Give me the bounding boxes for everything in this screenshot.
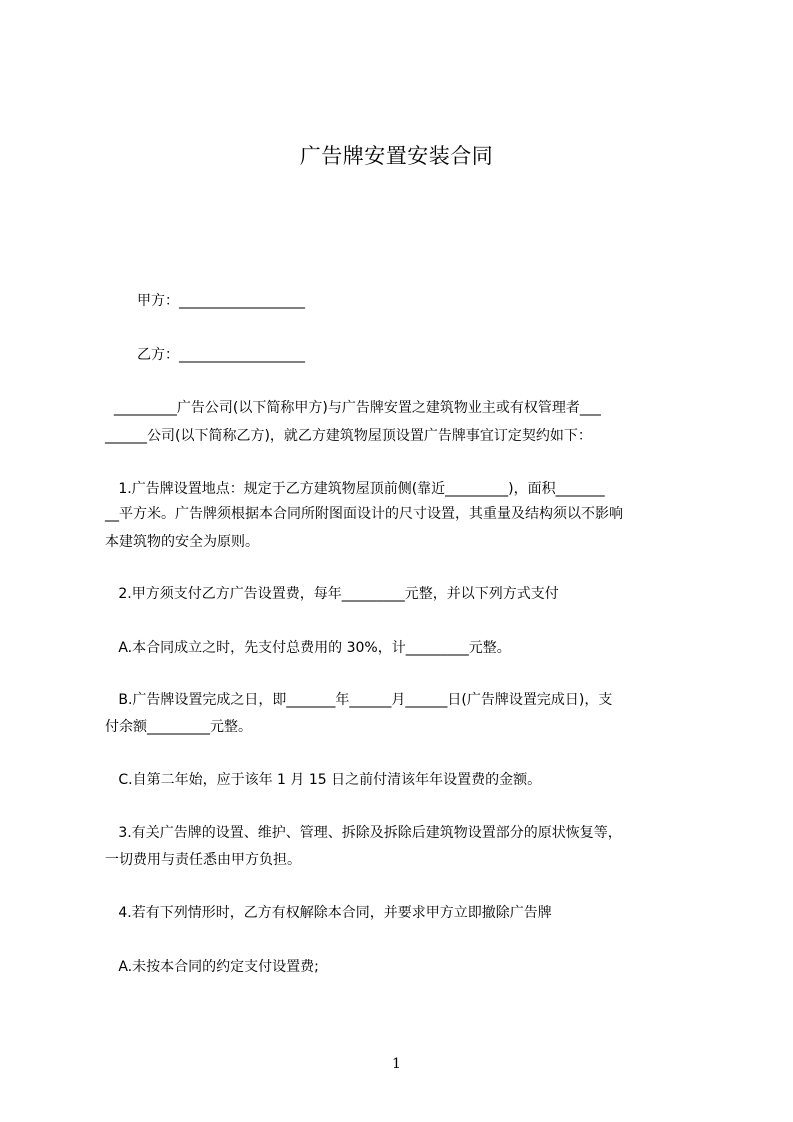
clause-3-line-2: 一切费用与责任悉由甲方负担。 <box>105 852 301 868</box>
clause-2-line: 2.甲方须支付乙方广告设置费，每年_________元整，并以下列方式支付 <box>105 586 559 602</box>
clause-4-a-line: A.未按本合同的约定支付设置费; <box>105 959 319 975</box>
clause-2-a-line: A.本合同成立之时，先支付总费用的 30%，计_________元整。 <box>105 640 511 656</box>
clause-4-line: 4.若有下列情形时，乙方有权解除本合同，并要求甲方立即撤除广告牌 <box>105 905 552 921</box>
clause-1-line-1: 1.广告牌设置地点：规定于乙方建筑物屋顶前侧(靠近_________)，面积_______ <box>105 481 605 497</box>
document-title: 广告牌安置安装合同 <box>299 144 494 168</box>
clause-3-line-1: 3.有关广告牌的设置、维护、管理、拆除及拆除后建筑物设置部分的原状恢复等， <box>105 825 622 841</box>
page-number: 1 <box>392 1056 401 1072</box>
clause-2-b-line-2: 付余额_________元整。 <box>105 719 252 735</box>
intro-line-1: _________广告公司(以下简称甲方)与广告牌安置之建筑物业主或有权管理者___ <box>105 400 601 416</box>
clause-2-c-line: C.自第二年始，应于该年 1 月 15 日之前付清该年年设置费的金额。 <box>105 772 542 788</box>
clause-1-line-2: __平方米。广告牌须根据本合同所附图面设计的尺寸设置，其重量及结构须以不影响 <box>105 506 623 522</box>
intro-line-2: ______公司(以下简称乙方)，就乙方建筑物屋顶设置广告牌事宜订定契约如下： <box>105 428 592 444</box>
party-a-line: 甲方：__________________ <box>137 293 305 309</box>
clause-1-line-3: 本建筑物的安全为原则。 <box>105 534 259 550</box>
clause-2-b-line-1: B.广告牌设置完成之日，即_______年______月______日(广告牌设置完成日)，支 <box>105 692 613 708</box>
party-b-line: 乙方：__________________ <box>137 347 305 363</box>
